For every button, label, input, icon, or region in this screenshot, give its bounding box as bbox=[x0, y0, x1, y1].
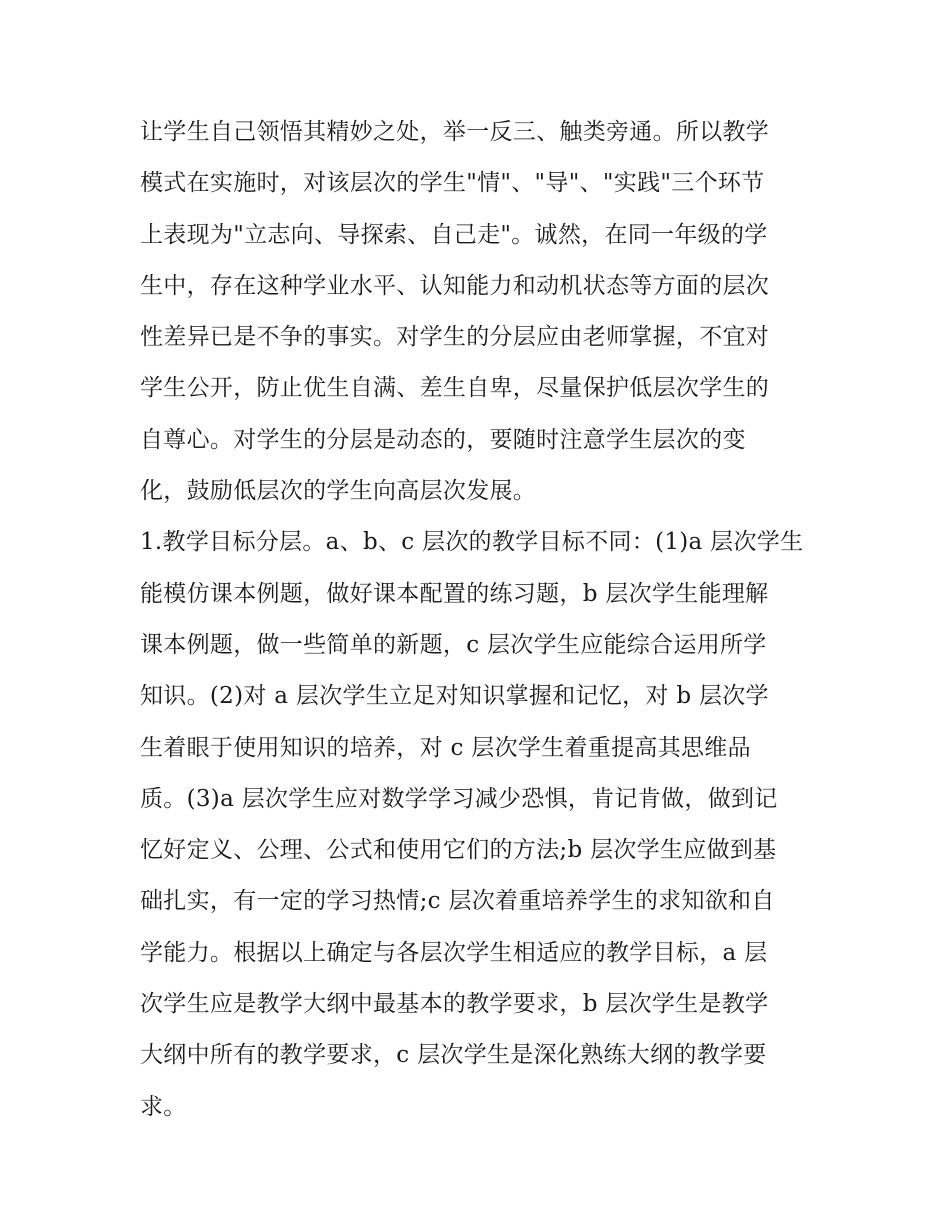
text-line: 自尊心。对学生的分层是动态的，要随时注意学生层次的变 bbox=[140, 426, 746, 453]
text-line: 1.教学目标分层。a、b、c 层次的教学目标不同：(1)a 层次学生 bbox=[140, 529, 804, 556]
paragraph-2 bbox=[140, 517, 820, 1133]
text-line: 础扎实，有一定的学习热情;c 层次着重培养学生的求知欲和自 bbox=[140, 888, 775, 915]
text-line: 知识。(2)对 a 层次学生立足对知识掌握和记忆，对 b 层次学 bbox=[140, 683, 769, 710]
text-line: 求。 bbox=[140, 1093, 187, 1120]
text-line: 化，鼓励低层次的学生向高层次发展。 bbox=[140, 478, 537, 505]
paragraph-1 bbox=[140, 107, 820, 517]
text-line: 生着眼于使用知识的培养，对 c 层次学生着重提高其思维品 bbox=[140, 734, 751, 761]
text-line: 忆好定义、公理、公式和使用它们的方法;b 层次学生应做到基 bbox=[140, 837, 777, 864]
text-line: 模式在实施时，对该层次的学生"情"、"导"、"实践"三个环节 bbox=[140, 170, 765, 197]
text-line: 学能力。根据以上确定与各层次学生相适应的教学目标，a 层 bbox=[140, 939, 768, 966]
text-line: 让学生自己领悟其精妙之处，举一反三、触类旁通。所以教学 bbox=[140, 119, 770, 145]
text-line: 性差异已是不争的事实。对学生的分层应由老师掌握，不宜对 bbox=[140, 324, 770, 351]
text-line: 能模仿课本例题，做好课本配置的练习题，b 层次学生能理解 bbox=[140, 580, 769, 607]
text-line: 质。(3)a 层次学生应对数学学习减少恐惧，肯记肯做，做到记 bbox=[140, 785, 778, 812]
text-line: 学生公开，防止优生自满、差生自卑，尽量保护低层次学生的 bbox=[140, 375, 770, 402]
text-line: 次学生应是教学大纲中最基本的教学要求，b 层次学生是教学 bbox=[140, 991, 769, 1018]
text-line: 大纲中所有的教学要求，c 层次学生是深化熟练大纲的教学要 bbox=[140, 1042, 767, 1069]
text-line: 上表现为"立志向、导探索、自己走"。诚然，在同一年级的学 bbox=[140, 221, 768, 248]
text-line: 生中，存在这种学业水平、认知能力和动机状态等方面的层次 bbox=[140, 272, 770, 299]
text-line: 课本例题，做一些简单的新题，c 层次学生应能综合运用所学 bbox=[140, 631, 767, 658]
document-body bbox=[140, 107, 820, 1133]
